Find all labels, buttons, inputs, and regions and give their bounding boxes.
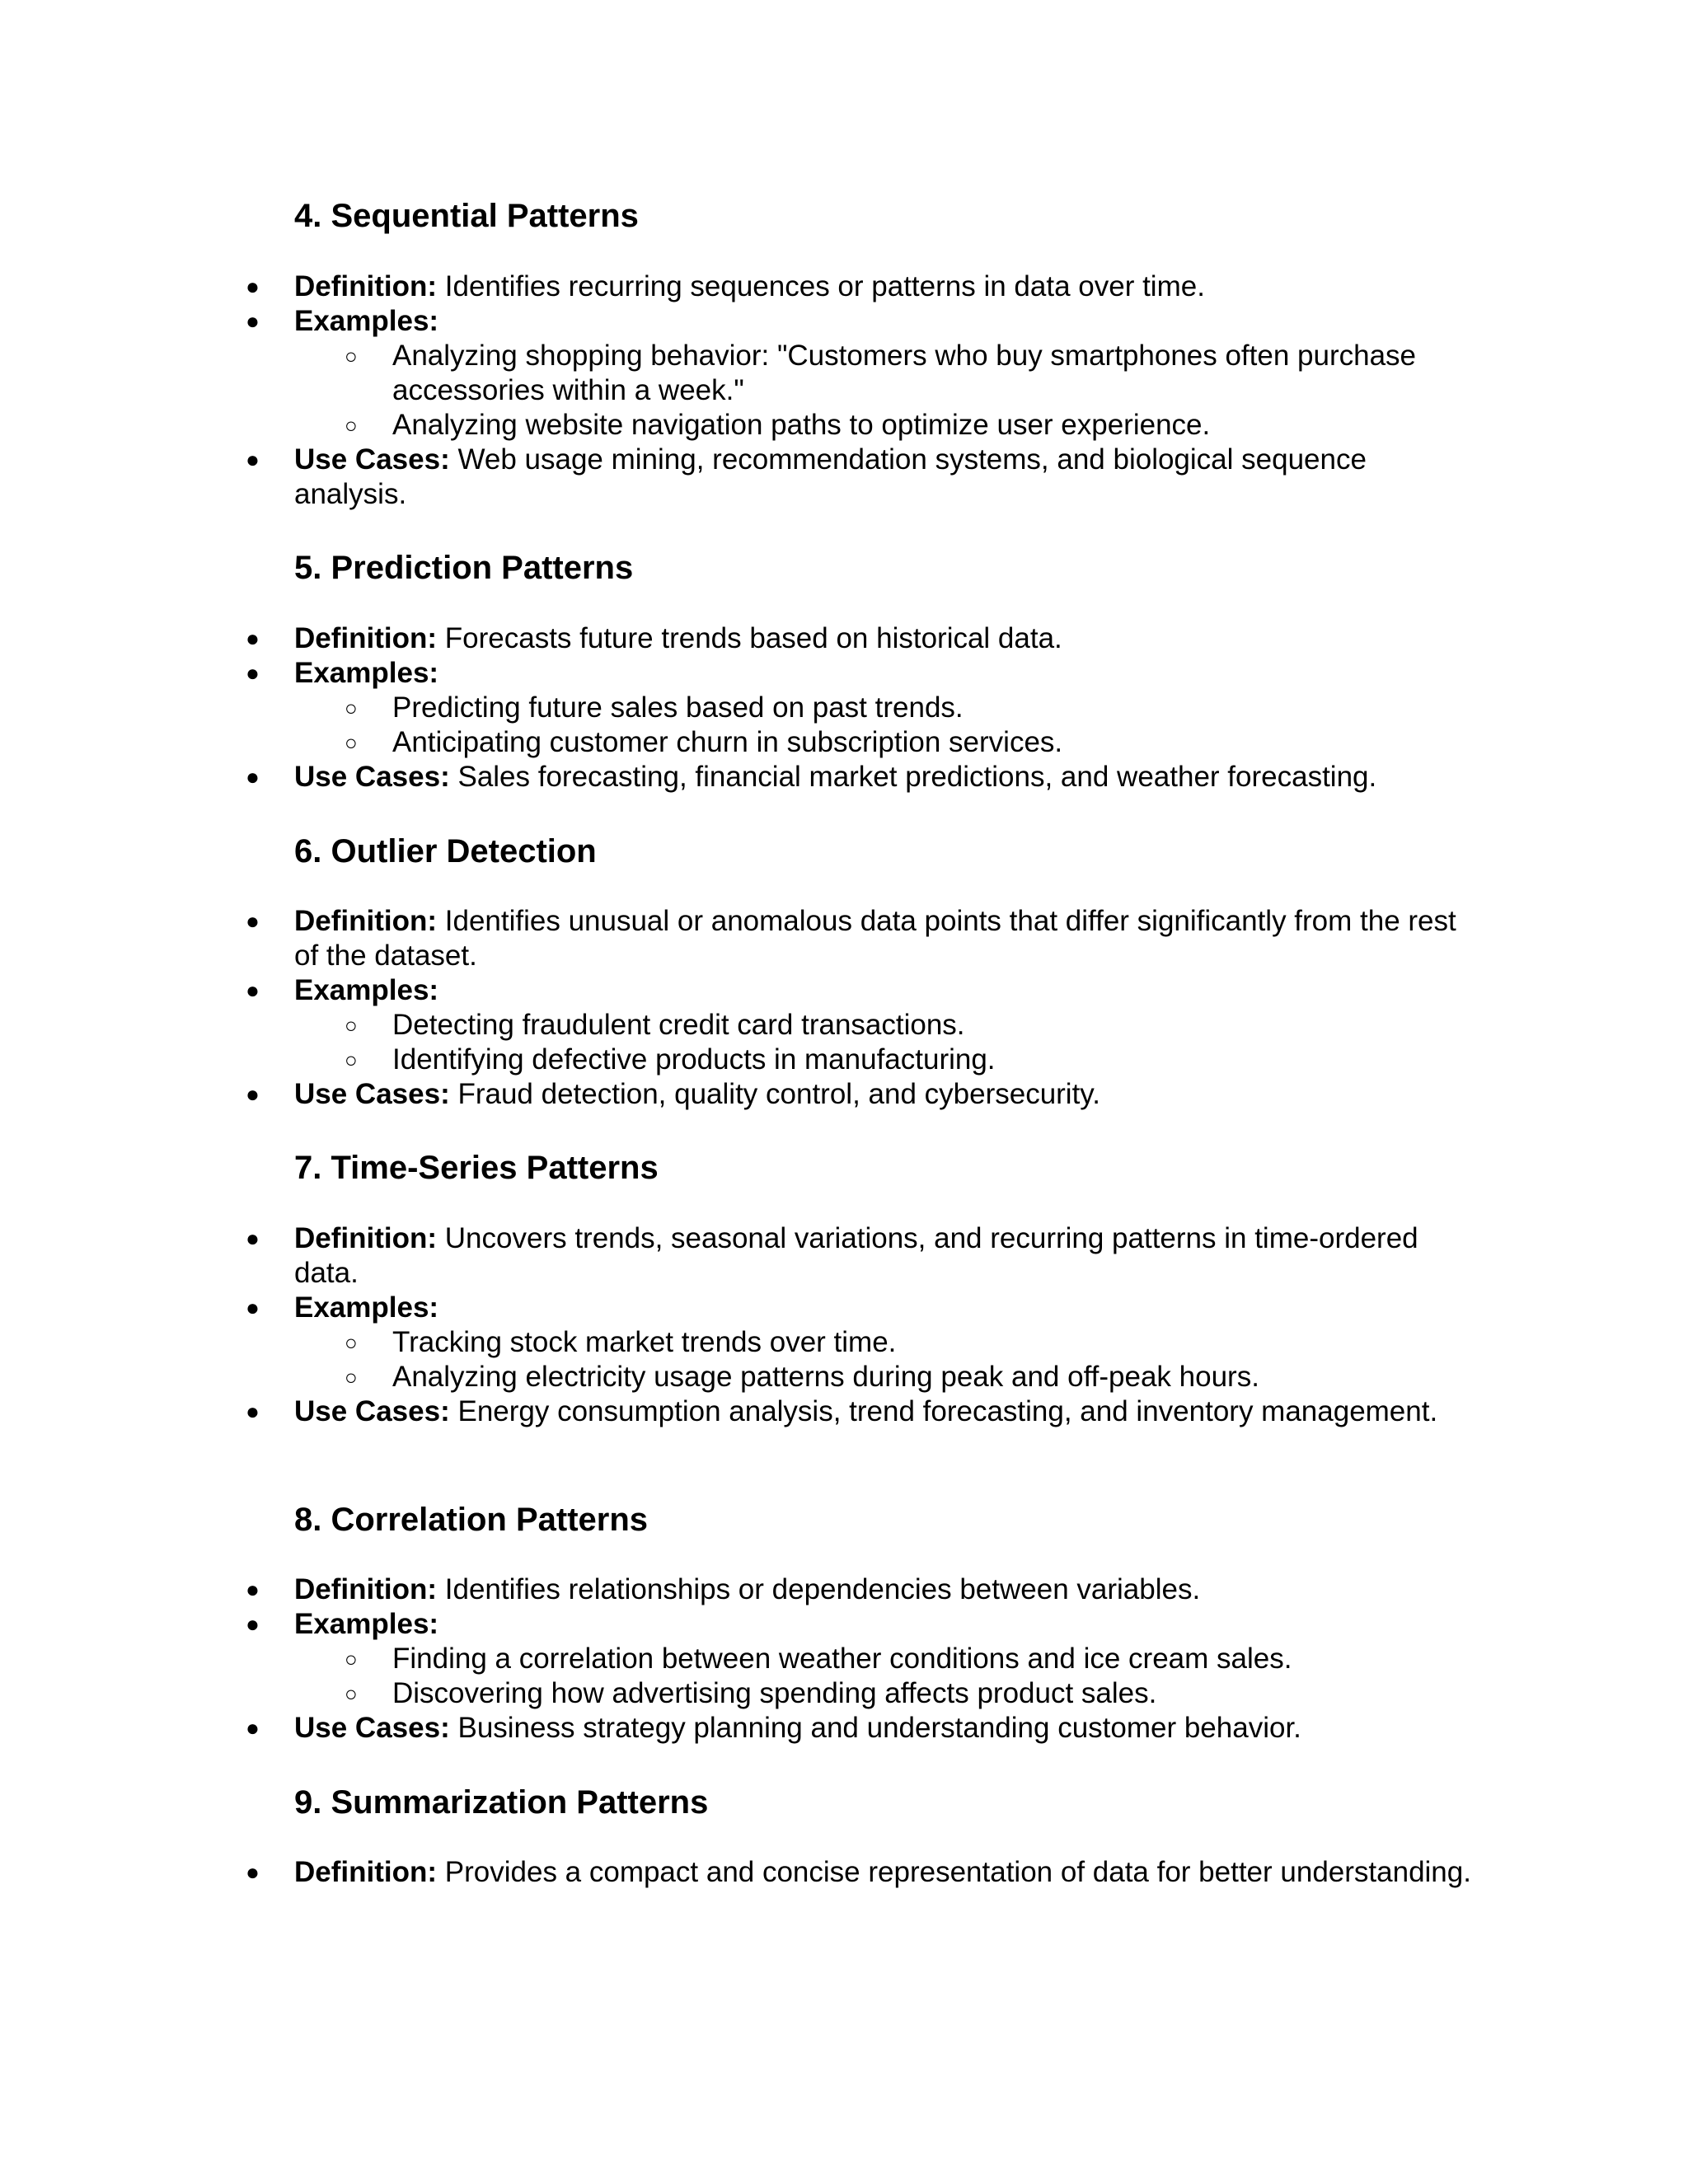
bullet-icon: ● bbox=[246, 274, 260, 299]
definition-text: Provides a compact and concise representation of data for better understanding. bbox=[444, 1856, 1471, 1888]
bullet-list bbox=[0, 1855, 1688, 1890]
definition-label: Definition: bbox=[294, 270, 438, 302]
list-item-examples bbox=[0, 304, 1473, 339]
bullet-icon: ● bbox=[246, 977, 260, 1003]
use-cases-text: Sales forecasting, financial market predictions, and weather forecasting. bbox=[457, 761, 1377, 793]
bullet-icon: ● bbox=[246, 447, 260, 472]
list-item-definition bbox=[0, 904, 1473, 973]
list-item-use-cases bbox=[0, 1711, 1473, 1746]
bullet-icon: ● bbox=[246, 626, 260, 651]
example-text: Identifying defective products in manufacturing. bbox=[392, 1043, 996, 1076]
sub-list-item bbox=[0, 725, 1472, 760]
use-cases-label: Use Cases: bbox=[294, 761, 450, 793]
sub-list-item bbox=[0, 691, 1472, 725]
hollow-bullet-icon: ○ bbox=[345, 1047, 358, 1072]
hollow-bullet-icon: ○ bbox=[345, 1013, 358, 1038]
definition-text: Identifies recurring sequences or patterns in data over time. bbox=[444, 270, 1205, 302]
list-item-use-cases bbox=[0, 1077, 1473, 1112]
sub-list-item bbox=[0, 1676, 1472, 1711]
list-item-definition bbox=[0, 269, 1473, 304]
list-item-definition bbox=[0, 1572, 1473, 1607]
section-heading: 7. Time-Series Patterns bbox=[294, 1150, 659, 1186]
example-text: Analyzing electricity usage patterns during peak and off-peak hours. bbox=[392, 1361, 1259, 1393]
example-text: Discovering how advertising spending affects product sales. bbox=[392, 1677, 1157, 1709]
bullet-icon: ● bbox=[246, 1399, 260, 1424]
use-cases-text: Web usage mining, recommendation systems, and biological sequence analysis. bbox=[294, 443, 1367, 510]
hollow-bullet-icon: ○ bbox=[345, 696, 358, 720]
bullet-icon: ● bbox=[246, 1859, 260, 1885]
bullet-list bbox=[0, 621, 1688, 794]
bullet-icon: ● bbox=[246, 1715, 260, 1741]
section-heading: 9. Summarization Patterns bbox=[294, 1784, 709, 1821]
section-heading: 4. Sequential Patterns bbox=[294, 198, 639, 234]
use-cases-text: Business strategy planning and understanding customer behavior. bbox=[457, 1712, 1301, 1744]
examples-label: Examples: bbox=[294, 657, 439, 689]
examples-label: Examples: bbox=[294, 1608, 439, 1640]
list-item-examples bbox=[0, 656, 1473, 691]
list-item-examples bbox=[0, 1291, 1473, 1325]
example-text: Anticipating customer churn in subscription services. bbox=[392, 726, 1063, 758]
list-item-examples bbox=[0, 1607, 1473, 1642]
list-item-definition bbox=[0, 621, 1473, 656]
example-text: Finding a correlation between weather conditions and ice cream sales. bbox=[392, 1643, 1292, 1675]
bullet-list bbox=[0, 904, 1688, 1112]
examples-label: Examples: bbox=[294, 1291, 439, 1324]
example-text: Analyzing shopping behavior: "Customers who buy smartphones often purchase accessories within a week." bbox=[392, 340, 1417, 406]
bullet-list bbox=[0, 1572, 1688, 1746]
list-item-use-cases bbox=[0, 443, 1473, 512]
hollow-bullet-icon: ○ bbox=[345, 1681, 358, 1706]
definition-text: Identifies relationships or dependencies between variables. bbox=[444, 1573, 1201, 1605]
bullet-list bbox=[0, 1221, 1688, 1429]
bullet-icon: ● bbox=[246, 1226, 260, 1251]
list-item-use-cases bbox=[0, 1394, 1473, 1429]
bullet-icon: ● bbox=[246, 660, 260, 686]
definition-text: Identifies unusual or anomalous data points that differ significantly from the rest of the dataset. bbox=[294, 905, 1456, 972]
examples-label: Examples: bbox=[294, 305, 439, 337]
hollow-bullet-icon: ○ bbox=[345, 1647, 358, 1671]
examples-label: Examples: bbox=[294, 974, 439, 1006]
definition-label: Definition: bbox=[294, 1573, 438, 1605]
bullet-icon: ● bbox=[246, 1611, 260, 1637]
hollow-bullet-icon: ○ bbox=[345, 344, 358, 368]
definition-label: Definition: bbox=[294, 905, 438, 937]
definition-label: Definition: bbox=[294, 1222, 438, 1254]
bullet-icon: ● bbox=[246, 764, 260, 790]
sub-list-item bbox=[0, 1043, 1472, 1077]
example-text: Detecting fraudulent credit card transactions. bbox=[392, 1009, 965, 1041]
bullet-icon: ● bbox=[246, 908, 260, 934]
example-text: Analyzing website navigation paths to optimize user experience. bbox=[392, 409, 1211, 441]
list-item-definition bbox=[0, 1855, 1473, 1890]
hollow-bullet-icon: ○ bbox=[345, 1330, 358, 1355]
use-cases-text: Energy consumption analysis, trend forecasting, and inventory management. bbox=[457, 1395, 1438, 1427]
sub-list-item bbox=[0, 1325, 1472, 1360]
sub-list-item bbox=[0, 1008, 1472, 1043]
example-text: Predicting future sales based on past trends. bbox=[392, 691, 964, 724]
bullet-icon: ● bbox=[246, 1577, 260, 1602]
definition-label: Definition: bbox=[294, 1856, 438, 1888]
list-item-definition bbox=[0, 1221, 1473, 1291]
section-heading: 6. Outlier Detection bbox=[294, 833, 597, 869]
bullet-icon: ● bbox=[246, 1081, 260, 1107]
hollow-bullet-icon: ○ bbox=[345, 730, 358, 755]
list-item-examples bbox=[0, 973, 1473, 1008]
hollow-bullet-icon: ○ bbox=[345, 413, 358, 438]
bullet-list bbox=[0, 269, 1688, 512]
use-cases-label: Use Cases: bbox=[294, 1078, 450, 1110]
use-cases-label: Use Cases: bbox=[294, 1712, 450, 1744]
definition-label: Definition: bbox=[294, 622, 438, 654]
example-text: Tracking stock market trends over time. bbox=[392, 1326, 897, 1358]
sub-list-item bbox=[0, 408, 1472, 443]
bullet-icon: ● bbox=[246, 1295, 260, 1320]
use-cases-text: Fraud detection, quality control, and cybersecurity. bbox=[457, 1078, 1100, 1110]
definition-text: Forecasts future trends based on historical data. bbox=[444, 622, 1062, 654]
definition-text: Uncovers trends, seasonal variations, and recurring patterns in time-ordered data. bbox=[294, 1222, 1418, 1289]
hollow-bullet-icon: ○ bbox=[345, 1365, 358, 1390]
sub-list-item bbox=[0, 339, 1472, 408]
list-item-use-cases bbox=[0, 760, 1473, 794]
use-cases-label: Use Cases: bbox=[294, 443, 450, 476]
bullet-icon: ● bbox=[246, 308, 260, 334]
section-heading: 5. Prediction Patterns bbox=[294, 550, 634, 586]
sub-list-item bbox=[0, 1360, 1472, 1394]
sub-list-item bbox=[0, 1642, 1472, 1676]
use-cases-label: Use Cases: bbox=[294, 1395, 450, 1427]
section-heading: 8. Correlation Patterns bbox=[294, 1502, 649, 1538]
